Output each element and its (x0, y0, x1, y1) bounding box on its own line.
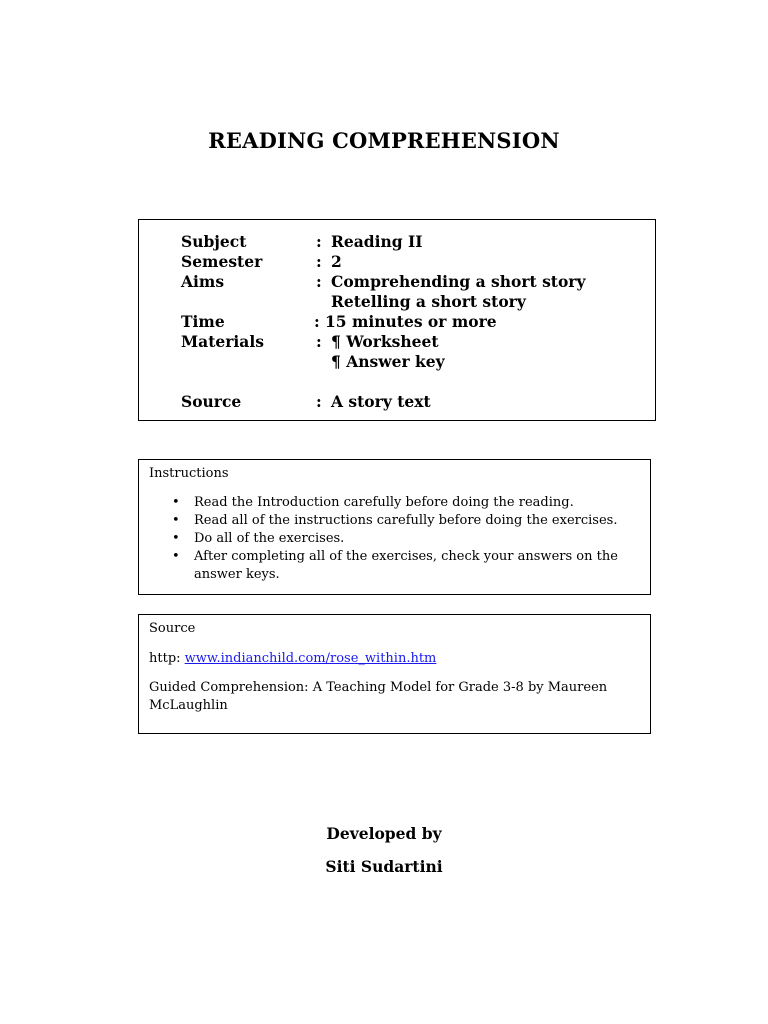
info-label: Aims (181, 272, 225, 291)
info-value: Reading II (331, 232, 423, 251)
info-label: Source (181, 392, 242, 411)
list-item: • Read all of the instructions carefully before doing the exercises. (139, 512, 624, 530)
info-colon: : (314, 312, 320, 331)
info-value: ¶ Answer key (331, 352, 445, 371)
source-reference: Guided Comprehension: A Teaching Model for Grade 3-8 by Maureen McLaughlin (149, 680, 608, 713)
info-value: Retelling a short story (331, 292, 526, 311)
page-title: READING COMPREHENSION (208, 128, 560, 153)
info-colon: : (316, 392, 322, 411)
info-label: Materials (181, 332, 264, 351)
list-item: • Read the Introduction carefully before doing the reading. (139, 494, 624, 512)
instructions-list (139, 494, 624, 584)
info-colon: : (316, 252, 322, 271)
course-info-box (138, 219, 656, 421)
source-link[interactable]: www.indianchild.com/rose_within.htm (184, 651, 437, 666)
info-label: Semester (181, 252, 263, 271)
info-label: Subject (181, 232, 247, 251)
info-value: Comprehending a short story (331, 272, 586, 291)
info-colon: : (316, 232, 322, 251)
info-colon: : (316, 272, 322, 291)
info-value: 15 minutes or more (325, 312, 497, 331)
instructions-heading: Instructions (149, 466, 229, 481)
list-item: • After completing all of the exercises, check your answers on the answer keys. (139, 548, 624, 584)
info-value: 2 (331, 252, 342, 271)
source-url-line (149, 650, 436, 668)
developed-by-label: Developed by (326, 824, 442, 843)
url-prefix: http: (149, 651, 185, 666)
info-label: Time (181, 312, 225, 331)
info-value: A story text (331, 392, 431, 411)
info-colon: : (316, 332, 322, 351)
instructions-box (138, 459, 651, 595)
list-item: • Do all of the exercises. (139, 530, 624, 548)
info-value: ¶ Worksheet (331, 332, 439, 351)
author-name: Siti Sudartini (325, 857, 443, 876)
source-heading: Source (149, 621, 196, 636)
source-box (138, 614, 651, 734)
